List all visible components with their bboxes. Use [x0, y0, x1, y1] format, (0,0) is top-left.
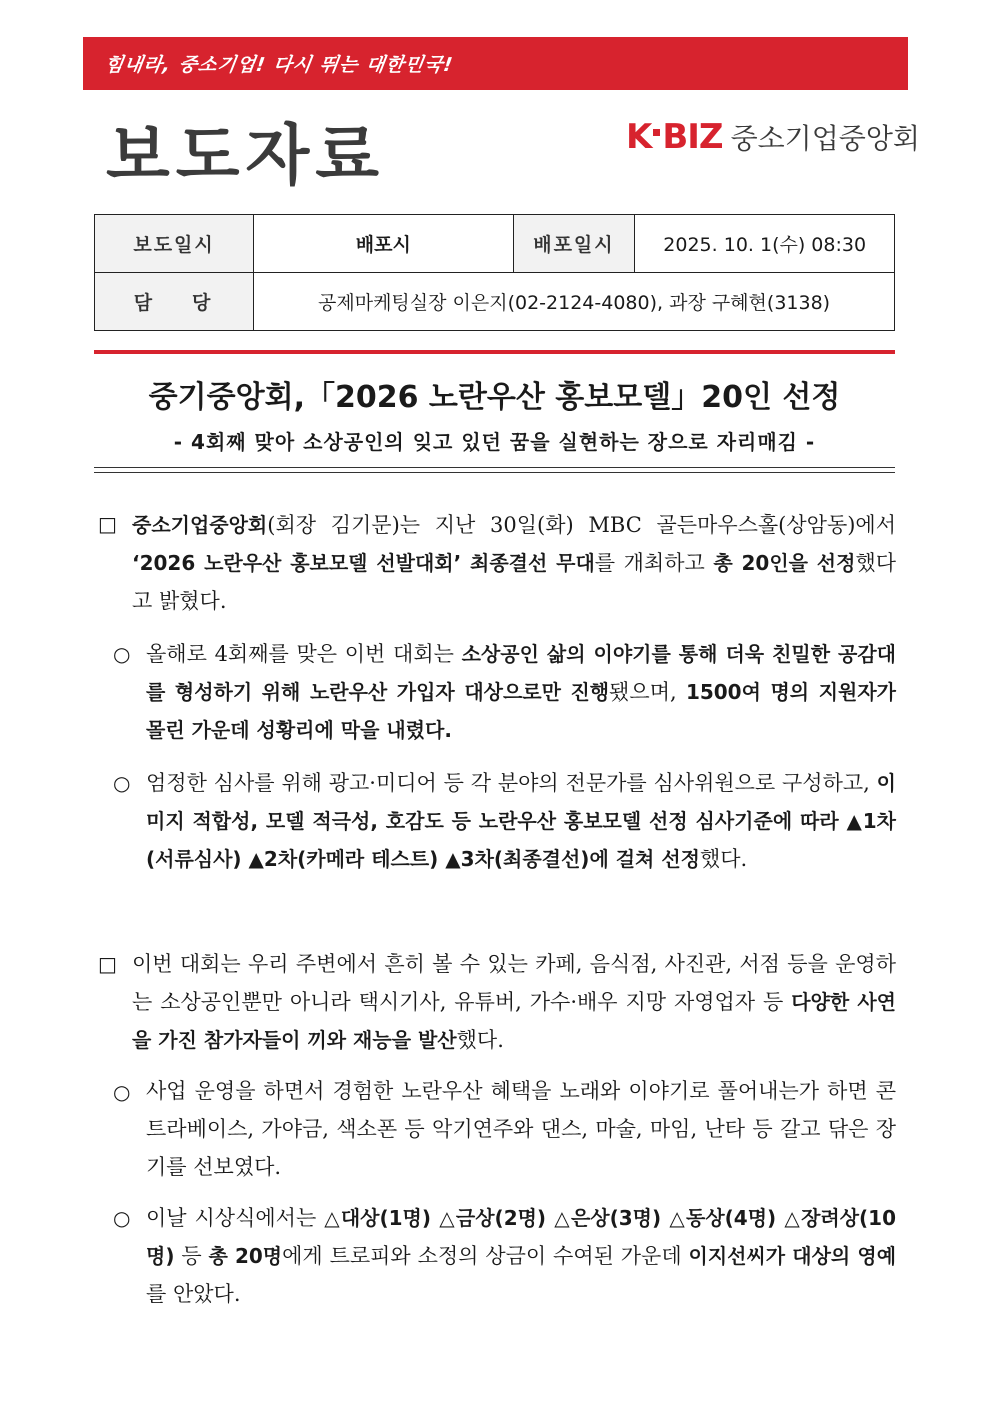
paragraph-5: 사업 운영을 하면서 경험한 노란우산 혜택을 노래와 이야기로 풀어내는가 하면 콘트라베이스, 가야금, 색소폰 등 악기연주와 댄스, 마술, 마임, 난타 등 갈고 닦은 장기를 선보였다.: [146, 1079, 896, 1179]
headline: 중기중앙회,「2026 노란우산 홍보모델」20인 선정: [148, 380, 841, 415]
release-time-label: 보도일시: [95, 215, 254, 273]
kbiz-logo: [626, 117, 920, 157]
double-rule-bottom: [94, 472, 895, 473]
contact-label: 담당: [95, 273, 254, 331]
header-divider: [94, 350, 895, 354]
paragraph-1: 중소기업중앙회(회장 김기문)는 지난 30일(화) MBC 골든마우스홀(상암동)에서 ‘2026 노란우산 홍보모델 선발대회’ 최종결선 무대를 개최하고 총 20인을 선정했다고 밝혔다.: [132, 513, 897, 613]
paragraph-6: 이날 시상식에서는 △대상(1명) △금상(2명) △은상(3명) △동상(4명) △장려상(10명) 등 총 20명에게 트로피와 소정의 상금이 수여된 가운데 이지선씨가 대상의 영예를 안았다.: [146, 1206, 897, 1306]
slogan-text: 힘내라, 중소기업! 다시 뛰는 대한민국!: [103, 54, 455, 76]
subheadline: - 4회째 맞아 소상공인의 잊고 있던 꿈을 실현하는 장으로 자리매김 -: [173, 430, 816, 454]
organization-name: 중소기업중앙회: [730, 122, 920, 155]
distribute-time-label: 배포일시: [513, 215, 635, 273]
release-time-value: 배포시: [254, 215, 513, 273]
slogan-banner: [83, 37, 908, 90]
circle-bullet: ○: [113, 642, 131, 666]
p1-selection: 총 20인을 선정: [713, 551, 856, 575]
release-info-table: [94, 214, 895, 331]
contact-value: 공제마케팅실장 이은지(02-2124-4080), 과장 구혜현(3138): [254, 273, 895, 331]
kbiz-wordmark: K BIZ: [626, 117, 723, 157]
paragraph-4: 이번 대회는 우리 주변에서 흔히 볼 수 있는 카페, 음식점, 사진관, 서점 등을 운영하는 소상공인뿐만 아니라 택시기사, 유튜버, 가수·배우 지망 자영업자 등 다양한 사연을 가진 참가자들이 끼와 재능을 발산했다.: [132, 952, 896, 1052]
square-bullet: □: [98, 512, 117, 536]
circle-bullet: ○: [113, 1206, 131, 1230]
p1-event: ‘2026 노란우산 홍보모델 선발대회’ 최종결선 무대: [132, 551, 595, 575]
circle-bullet: ○: [113, 771, 131, 795]
square-bullet: □: [98, 952, 117, 976]
paragraph-3: 엄정한 심사를 위해 광고·미디어 등 각 분야의 전문가를 심사위원으로 구성하고, 이미지 적합성, 모델 적극성, 호감도 등 노란우산 홍보모델 선정 심사기준에 따라 ▲1차(서류심사) ▲2차(카메라 테스트) ▲3차(최종결선)에 걸쳐 선정했다.: [146, 771, 896, 871]
document-title: 보도자료: [106, 117, 386, 194]
double-rule-top: [94, 467, 895, 468]
circle-bullet: ○: [113, 1080, 131, 1104]
paragraph-2: 올해로 4회째를 맞은 이번 대회는 소상공인 삶의 이야기를 통해 더욱 친밀한 공감대를 형성하기 위해 노란우산 가입자 대상으로만 진행됐으며, 1500여 명의 지원자가 몰린 가운데 성황리에 막을 내렸다.: [146, 642, 896, 742]
p1-org: 중소기업중앙회: [132, 513, 268, 537]
distribute-time-value: 2025. 10. 1(수) 08:30: [635, 215, 895, 273]
